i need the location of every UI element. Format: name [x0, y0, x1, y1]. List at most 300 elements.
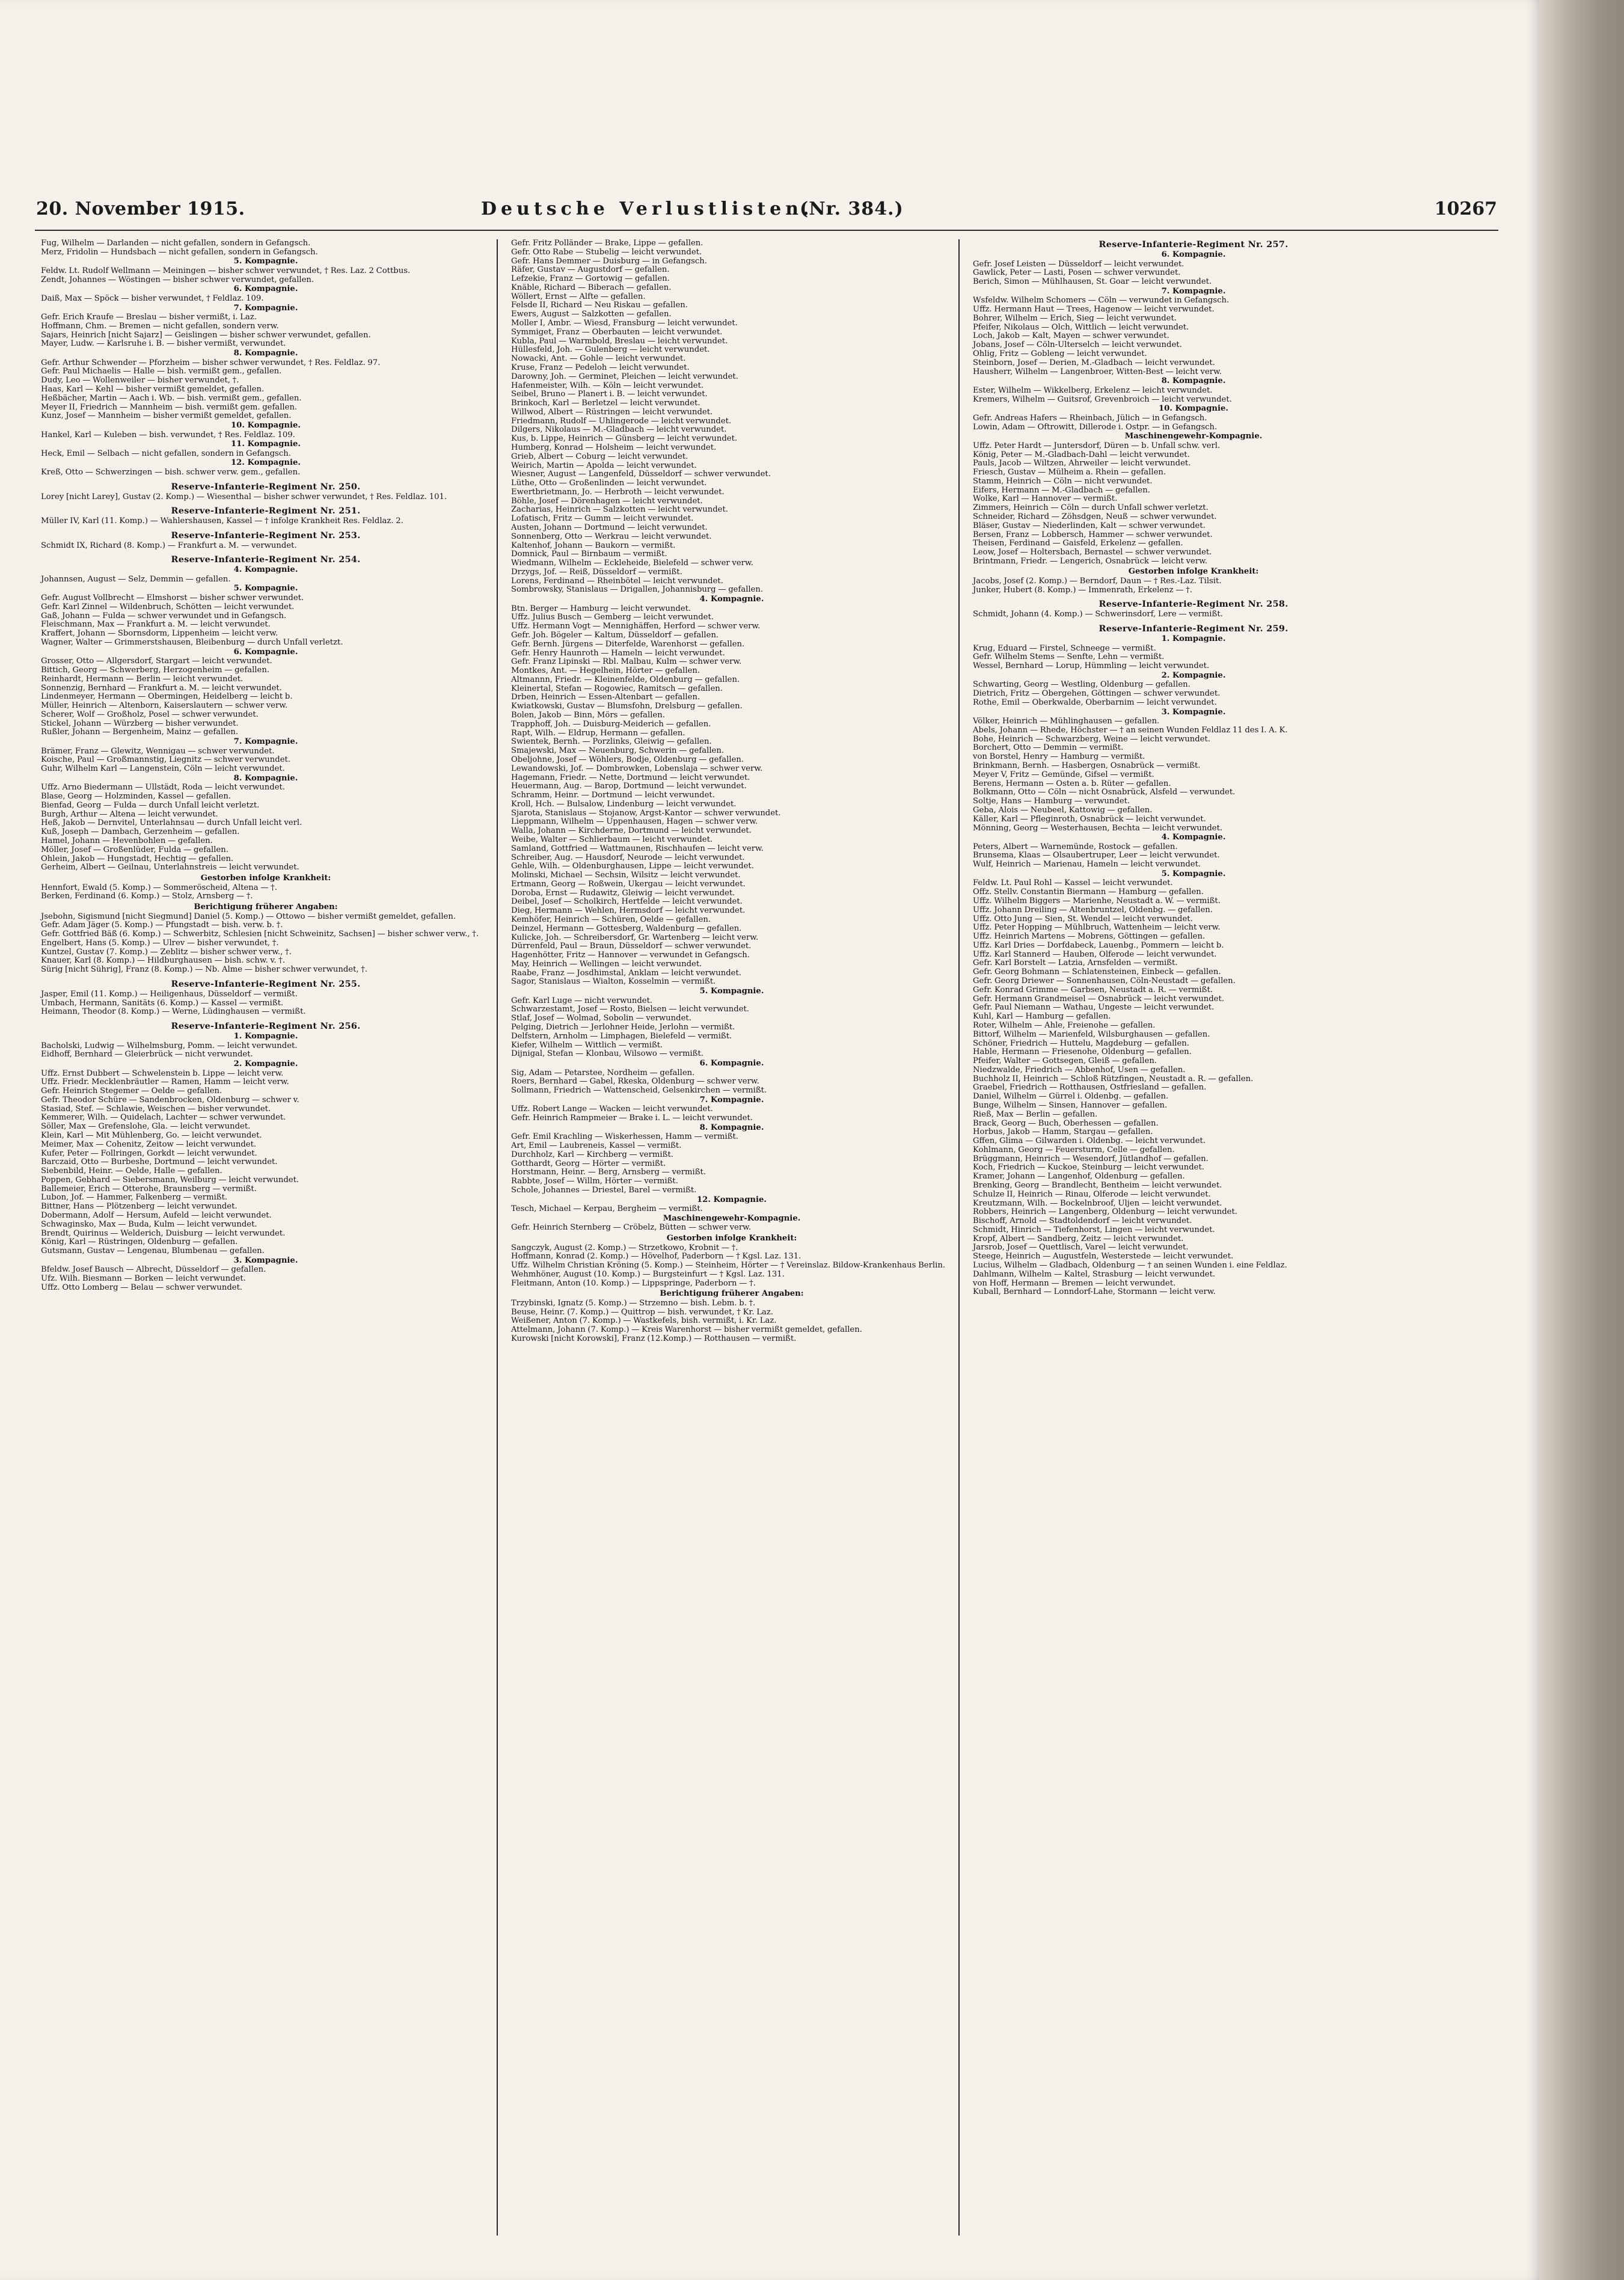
casualty-entry: Kuntzel, Gustav (7. Komp.) — Zeblitz — bisher schwer verw., †.	[41, 947, 292, 957]
casualty-entry: Kleinertal, Stefan — Rogowiec, Ramitsch — gefallen.	[511, 684, 723, 693]
casualty-entry: Gawlick, Peter — Lasti, Posen — schwer verwundet.	[973, 268, 1181, 278]
casualty-entry: Beuse, Heinr. (7. Komp.) — Quittrop — bish. verwundet, † Kr. Laz.	[511, 1307, 773, 1317]
casualty-entry: Btn. Berger — Hamburg — leicht verwundet.	[511, 604, 691, 613]
casualty-entry: Stasiad, Stef. — Schlawie, Weischen — bisher verwundet.	[41, 1104, 271, 1114]
casualty-entry: Kemhöfer, Heinrich — Schüren, Oelde — gefallen.	[511, 915, 711, 924]
casualty-entry: Weirich, Martin — Apolda — leicht verwundet.	[511, 461, 697, 470]
casualty-entry: Uffz. Karl Stannerd — Hauben, Olferode — leicht verwundet.	[973, 949, 1217, 959]
casualty-entry: Drben, Heinrich — Essen-Altenbart — gefallen.	[511, 693, 700, 702]
company-heading: 4. Kompagnie.	[699, 595, 764, 604]
casualty-entry: Gefr. Andreas Hafers — Rheinbach, Jülich — in Gefangsch.	[973, 413, 1207, 423]
company-heading: 3. Kompagnie.	[233, 1255, 298, 1265]
casualty-entry: Steinborn, Josef — Derien, M.-Gladbach — leicht verwundet.	[973, 358, 1215, 367]
casualty-entry: Dobermann, Adolf — Hersum, Aufeld — leicht verwundet.	[41, 1211, 272, 1221]
casualty-entry: Völker, Heinrich — Mühlinghausen — gefallen.	[973, 717, 1160, 726]
casualty-entry: Uffz. Hermann Vogt — Mennighäffen, Herford — schwer verw.	[511, 622, 761, 631]
company-heading: 6. Kompagnie.	[1161, 250, 1226, 259]
header-page-number: 10267	[1434, 198, 1497, 219]
company-heading: 1. Kompagnie.	[1161, 634, 1226, 644]
casualty-entry: Stickel, Johann — Würzberg — bisher verwundet.	[41, 719, 239, 728]
casualty-entry: Seibel, Bruno — Planert i. B. — leicht verwundet.	[511, 390, 708, 399]
casualty-entry: Scherer, Wolf — Großholz, Posel — schwer verwundet.	[41, 709, 259, 719]
casualty-entry: Gefr. Henry Haunroth — Hameln — leicht verwundet.	[511, 648, 725, 658]
casualty-entry: Gefr. Heinrich Sternberg — Cröbelz, Bütten — schwer verw.	[511, 1223, 752, 1233]
casualty-entry: Attelmann, Johann (7. Komp.) — Kreis Warenhorst — bisher vermißt gemeldet, gefallen.	[511, 1325, 862, 1335]
casualty-entry: Gefr. Erich Kraufe — Breslau — bisher vermißt, i. Laz.	[41, 313, 257, 322]
casualty-entry: Wessel, Bernhard — Lorup, Hümmling — leicht verwundet.	[973, 661, 1210, 671]
casualty-entry: Zimmers, Heinrich — Cöln — durch Unfall schwer verletzt.	[973, 503, 1209, 513]
casualty-entry: Nowacki, Ant. — Gohle — leicht verwundet.	[511, 354, 686, 364]
casualty-entry: Klein, Karl — Mit Mühlenberg, Go. — leicht verwundet.	[41, 1131, 262, 1140]
company-heading: 7. Kompagnie.	[1161, 286, 1226, 296]
casualty-entry: Fug, Wilhelm — Darlanden — nicht gefallen, sondern in Gefangsch.	[41, 239, 311, 248]
casualty-entry: Horbus, Jakob — Hamm, Stargau — gefallen.	[973, 1127, 1153, 1137]
regiment-heading: Reserve-Infanterie-Regiment Nr. 251.	[171, 506, 361, 516]
company-heading: 3. Kompagnie.	[1161, 707, 1226, 717]
casualty-entry: Roter, Wilhelm — Ahle, Freienohe — gefallen.	[973, 1020, 1156, 1030]
casualty-entry: Borchert, Otto — Demmin — vermißt.	[973, 743, 1124, 753]
casualty-entry: Bacholski, Ludwig — Wilhelmsburg, Pomm. — leicht verwundet.	[41, 1041, 298, 1050]
casualty-entry: Fleitmann, Anton (10. Komp.) — Lippspringe, Paderborn — †.	[511, 1278, 756, 1288]
casualty-entry: Stlaf, Josef — Wolmad, Sobolin — verwundet.	[511, 1014, 691, 1023]
casualty-entry: Brämer, Franz — Glewitz, Wennigau — schwer verwundet.	[41, 746, 275, 756]
casualty-entry: Steege, Heinrich — Augustfeln, Westerstede — leicht verwundet.	[973, 1252, 1234, 1261]
casualty-entry: Siebenbild, Heinr. — Oelde, Halle — gefallen.	[41, 1166, 222, 1176]
page-edge-shadow	[1539, 0, 1624, 2280]
company-heading: 8. Kompagnie.	[233, 773, 298, 783]
casualty-entry: Deibel, Josef — Scholkirch, Hertfelde — leicht verwundet.	[511, 897, 743, 907]
casualty-entry: Bfeldw. Josef Bausch — Albrecht, Düsseldorf — gefallen.	[41, 1265, 266, 1275]
company-heading: 10. Kompagnie.	[230, 420, 301, 430]
casualty-entry: Uffz. Peter Hardt — Juntersdorf, Düren — b. Unfall schw. verl.	[973, 441, 1221, 450]
casualty-entry: Hausherr, Wilhelm — Langenbroer, Witten-Best — leicht verw.	[973, 367, 1222, 376]
casualty-entry: Delfstern, Arnholm — Limphagen, Bielefeld — vermißt.	[511, 1031, 732, 1041]
casualty-entry: Knäble, Richard — Biberach — gefallen.	[511, 283, 672, 292]
casualty-entry: Gffen, Glima — Gilwarden i. Oldenbg. — leicht verwundet.	[973, 1136, 1206, 1146]
casualty-entry: Tesch, Michael — Kerpau, Bergheim — vermißt.	[511, 1204, 703, 1214]
casualty-entry: Lorens, Ferdinand — Rheinbötel — leicht verwundet.	[511, 576, 723, 586]
casualty-entry: Pauls, Jacob — Wiltzen, Ahrweiler — leicht verwundet.	[973, 459, 1191, 468]
casualty-entry: Lofatisch, Fritz — Gumm — leicht verwundet.	[511, 514, 694, 524]
casualty-entry: Uffz. Karl Dries — Dorfdabeck, Lauenbg., Pommern — leicht b.	[973, 940, 1224, 950]
casualty-entry: Uffz. Otto Jung — Sien, St. Wendel — leicht verwundet.	[973, 914, 1193, 924]
casualty-entry: Fleischmann, Max — Frankfurt a. M. — leicht verwundet.	[41, 620, 271, 630]
casualty-entry: Gefr. Georg Bohmann — Schlatensteinen, Einbeck — gefallen.	[973, 967, 1221, 977]
casualty-entry: Wsfeldw. Wilhelm Schomers — Cöln — verwundet in Gefangsch.	[973, 296, 1230, 305]
casualty-entry: Bittorf, Wilhelm — Marienfeld, Wilsburghausen — gefallen.	[973, 1029, 1210, 1039]
casualty-entry: Sombrowsky, Stanislaus — Drigallen, Johannisburg — gefallen.	[511, 585, 764, 595]
header-rule	[35, 230, 1498, 231]
casualty-entry: Willwod, Albert — Rüstringen — leicht verwundet.	[511, 407, 713, 417]
casualty-entry: Doroba, Ernst — Rudawitz, Gleiwig — leicht verwundet.	[511, 888, 735, 898]
company-heading: 6. Kompagnie.	[233, 647, 298, 657]
company-heading: 12. Kompagnie.	[230, 458, 301, 468]
casualty-entry: König, Karl — Rüstringen, Oldenburg — gefallen.	[41, 1237, 238, 1247]
section-note: Gestorben infolge Krankheit:	[666, 1233, 797, 1243]
casualty-entry: Böhle, Josef — Dörenhagen — leicht verwundet.	[511, 496, 703, 506]
casualty-entry: Dahlmann, Wilhelm — Kaltel, Strasburg — leicht verwundet.	[973, 1269, 1216, 1279]
casualty-entry: Müller IV, Karl (11. Komp.) — Wahlershausen, Kassel — † infolge Krankheit Res. Feldlaz. 2.	[41, 516, 403, 526]
casualty-entry: Uffz. Robert Lange — Wacken — leicht verwundet.	[511, 1105, 713, 1114]
casualty-entry: Loch, Jakob — Kalt, Mayen — schwer verwundet.	[973, 331, 1169, 341]
casualty-entry: Jasper, Emil (11. Komp.) — Heiligenhaus, Düsseldorf — vermißt.	[41, 989, 298, 999]
casualty-entry: Sangczyk, August (2. Komp.) — Strzetkowo, Krobnit — †.	[511, 1243, 738, 1252]
casualty-entry: Offz. Stellv. Constantin Biermann — Hamburg — gefallen.	[973, 887, 1204, 897]
casualty-entry: Austen, Johann — Dortmund — leicht verwundet.	[511, 523, 708, 532]
casualty-entry: Dietrich, Fritz — Obergehen, Göttingen — schwer verwundet.	[973, 689, 1221, 699]
casualty-entry: Brinkmann, Bernh. — Hasbergen, Osnabrück — vermißt.	[973, 761, 1201, 771]
company-heading: 7. Kompagnie.	[233, 303, 298, 313]
casualty-entry: Hagemann, Friedr. — Nette, Dortmund — leicht verwundet.	[511, 773, 750, 782]
company-heading: 1. Kompagnie.	[233, 1031, 298, 1041]
casualty-entry: Bolkmann, Otto — Cöln — nicht Osnabrück, Alsfeld — verwundet.	[973, 788, 1236, 797]
text-columns	[35, 239, 1498, 2236]
casualty-entry: Meyer II, Friedrich — Mannheim — bish. vermißt gem. gefallen.	[41, 402, 298, 412]
casualty-entry: Rabbte, Josef — Willm, Hörter — vermißt.	[511, 1177, 678, 1186]
casualty-entry: Gefr. Heinrich Rampmeier — Brake i. L. — leicht verwundet.	[511, 1114, 753, 1123]
casualty-entry: Gutsmann, Gustav — Lengenau, Blumbenau — gefallen.	[41, 1246, 265, 1256]
company-heading: 5. Kompagnie.	[233, 584, 298, 593]
casualty-entry: Gefr. Hermann Grandmeisel — Osnabrück — leicht verwundet.	[973, 994, 1224, 1004]
casualty-entry: Burgh, Arthur — Altena — leicht verwundet.	[41, 809, 218, 819]
casualty-entry: Müller, Heinrich — Altenborn, Kaiserslautern — schwer verw.	[41, 701, 288, 711]
casualty-entry: Feldw. Lt. Rudolf Wellmann — Meiningen — bisher schwer verwundet, † Res. Laz. 2 Cottbus.	[41, 266, 411, 275]
casualty-entry: Darowny, Joh. — Germinet, Pleichen — leicht verwundet.	[511, 372, 738, 381]
section-note: Berichtigung früherer Angaben:	[194, 902, 338, 912]
casualty-entry: Graebel, Friedrich — Rotthausen, Ostfriesland — gefallen.	[973, 1083, 1207, 1092]
casualty-entry: Lowin, Adam — Oftrowitt, Dillerode i. Ostpr. — in Gefangsch.	[973, 422, 1218, 432]
casualty-entry: Kunz, Josef — Mannheim — bisher vermißt gemeldet, gefallen.	[41, 411, 292, 421]
casualty-entry: Heß, Jakob — Dernvitel, Unterlahnsau — durch Unfall leicht verl.	[41, 818, 302, 828]
casualty-entry: Jarsrob, Josef — Quettlisch, Varel — leicht verwundet.	[973, 1243, 1189, 1252]
casualty-entry: Lindenmeyer, Hermann — Obermingen, Heidelberg — leicht b.	[41, 692, 293, 702]
casualty-entry: Theisen, Ferdinand — Gaisfeld, Erkelenz — gefallen.	[973, 539, 1183, 548]
casualty-entry: Walla, Johann — Kirchderne, Dortmund — leicht verwundet.	[511, 826, 752, 836]
casualty-entry: Grosser, Otto — Allgersdorf, Stargart — leicht verwundet.	[41, 657, 272, 666]
casualty-entry: Gefr. Karl Borstelt — Latzia, Arnsfelden — vermißt.	[973, 958, 1178, 968]
casualty-entry: Wöllert, Ernst — Alfte — gefallen.	[511, 292, 646, 301]
casualty-entry: Schmidt, Johann (4. Komp.) — Schwerinsdorf, Lere — vermißt.	[973, 610, 1223, 619]
casualty-entry: Kreß, Otto — Schwerzingen — bish. schwer verw. gem., gefallen.	[41, 467, 301, 477]
casualty-entry: Peters, Albert — Warnemünde, Rostock — gefallen.	[973, 842, 1178, 851]
casualty-entry: Gefr. Heinrich Stegemer — Oelde — gefallen.	[41, 1086, 222, 1096]
casualty-entry: Guhr, Wilhelm Karl — Langenstein, Cöln — leicht verwundet.	[41, 764, 285, 774]
company-heading: 7. Kompagnie.	[699, 1095, 764, 1105]
casualty-entry: Felsde II, Richard — Neu Riskau — gefallen.	[511, 301, 688, 310]
casualty-entry: Robbers, Heinrich — Langenberg, Oldenburg — leicht verwundet.	[973, 1207, 1237, 1217]
casualty-entry: Bersen, Franz — Lobbersch, Hammer — schwer verwundet.	[973, 530, 1213, 539]
casualty-entry: May, Heinrich — Wellingen — leicht verwundet.	[511, 959, 702, 969]
casualty-entry: Pfeifer, Nikolaus — Olch, Wittlich — leicht verwundet.	[973, 322, 1189, 332]
casualty-entry: Art, Emil — Laubreneis, Kassel — vermißt.	[511, 1141, 682, 1151]
casualty-entry: Uffz. Arno Biedermann — Ullstädt, Roda — leicht verwundet.	[41, 783, 285, 792]
casualty-entry: Hagenhötter, Fritz — Hannover — verwundet in Gefangsch.	[511, 951, 750, 960]
casualty-entry: Kraffert, Johann — Sbornsdorm, Lippenheim — leicht verw.	[41, 629, 278, 639]
casualty-entry: Uffz. Wilhelm Biggers — Marienhe, Neustadt a. W. — vermißt.	[973, 896, 1221, 906]
casualty-entry: Eifers, Hermann — M.-Gladbach — gefallen.	[973, 485, 1150, 495]
section-note: Gestorben infolge Krankheit:	[200, 873, 331, 883]
casualty-entry: Hafenmeister, Wilh. — Köln — leicht verwundet.	[511, 381, 704, 390]
regiment-heading: Reserve-Infanterie-Regiment Nr. 253.	[171, 530, 361, 541]
casualty-entry: Gefr. Otto Rabe — Stubelig — leicht verwundet.	[511, 247, 702, 257]
casualty-entry: Soltje, Hans — Hamburg — verwundet.	[973, 797, 1130, 806]
casualty-entry: Merz, Fridolin — Hundsbach — nicht gefallen, sondern in Gefangsch.	[41, 247, 318, 257]
company-heading: 6. Kompagnie.	[233, 284, 298, 294]
company-heading: 2. Kompagnie.	[233, 1059, 298, 1068]
casualty-entry: Gehle, Wilh. — Oldenburghausen, Lippe — leicht verwundet.	[511, 862, 754, 871]
casualty-entry: Wiedmann, Wilhelm — Eckleheide, Bielefeld — schwer verw.	[511, 559, 753, 568]
casualty-entry: Montkes, Ant. — Hegelhein, Hörter — gefallen.	[511, 666, 700, 676]
casualty-entry: Bohrer, Wilhelm — Erich, Sieg — leicht verwundet.	[973, 313, 1177, 323]
casualty-entry: Jsebohn, Sigismund [nicht Siegmund] Daniel (5. Komp.) — Ottowo — bisher vermißt gemeldet, gefallen.	[41, 912, 456, 921]
casualty-entry: Wehmhöner, August (10. Komp.) — Burgsteinfurt — † Kgsl. Laz. 131.	[511, 1269, 785, 1279]
casualty-entry: Haas, Karl — Kehl — bisher vermißt gemeldet, gefallen.	[41, 385, 265, 394]
casualty-entry: Schulze II, Heinrich — Rinau, Olferode — leicht verwundet.	[973, 1189, 1211, 1199]
casualty-entry: Ohlein, Jakob — Hungstadt, Hechtig — gefallen.	[41, 854, 234, 863]
casualty-entry: Smajewski, Max — Neuenburg, Schwerin — gefallen.	[511, 746, 725, 756]
casualty-entry: Gefr. Hans Demmer — Duisburg — in Gefangsch.	[511, 256, 707, 266]
casualty-entry: Gefr. Franz Lipinski — Rbl. Malbau, Kulm — schwer verw.	[511, 657, 742, 667]
casualty-entry: Schmidt, Hinrich — Tiefenhorst, Lingen — leicht verwundet.	[973, 1225, 1215, 1234]
casualty-entry: Eidhoff, Bernhard — Gleierbrück — nicht verwundet.	[41, 1050, 253, 1059]
casualty-entry: Ballemeier, Erich — Otterohe, Braunsberg — vermißt.	[41, 1184, 257, 1194]
company-heading: 12. Kompagnie.	[696, 1195, 767, 1204]
casualty-entry: Gefr. Konrad Grimme — Garbsen, Neustadt a. R. — vermißt.	[973, 985, 1213, 994]
header-title: Deutsche Verlustlisten.	[481, 198, 814, 219]
casualty-entry: Friesch, Gustav — Mülheim a. Rhein — gefallen.	[973, 468, 1166, 477]
casualty-entry: Bunge, Wilhelm — Sinsen, Hannover — gefallen.	[973, 1100, 1168, 1110]
casualty-entry: Dudy, Leo — Wollenweiler — bisher verwundet, †.	[41, 376, 239, 385]
section-note: Gestorben infolge Krankheit:	[1128, 567, 1259, 577]
casualty-entry: Hüllesfeld, Joh. — Gulenberg — leicht verwundet.	[511, 345, 710, 355]
casualty-entry: Kiefer, Wilhelm — Wittlich — vermißt.	[511, 1040, 663, 1050]
casualty-entry: Hoffmann, Chm. — Bremen — nicht gefallen, sondern verw.	[41, 321, 279, 331]
casualty-entry: Pfeifer, Walter — Gottsegen, Gleiß — gefallen.	[973, 1056, 1157, 1066]
casualty-entry: Schramm, Heinr. — Dortmund — leicht verwundet.	[511, 791, 715, 800]
casualty-entry: Trzybinski, Ignatz (5. Komp.) — Strzemno — bish. Lebm. b. †.	[511, 1298, 756, 1308]
casualty-entry: Brüggmann, Heinrich — Wesendorf, Jütlandhof — gefallen.	[973, 1154, 1209, 1163]
casualty-entry: Molinski, Michael — Sechsin, Wilsitz — leicht verwundet.	[511, 871, 741, 880]
casualty-entry: Geba, Alois — Neubeel, Kattowig — gefallen.	[973, 805, 1153, 815]
casualty-entry: Koch, Friedrich — Kuckoe, Steinburg — leicht verwundet.	[973, 1163, 1204, 1172]
casualty-entry: Gefr. Fritz Polländer — Brake, Lippe — gefallen.	[511, 239, 703, 248]
company-heading: 10. Kompagnie.	[1158, 404, 1229, 414]
casualty-entry: Schöner, Friedrich — Huttelu, Magdeburg — gefallen.	[973, 1038, 1189, 1048]
casualty-entry: Gefr. Josef Leisten — Düsseldorf — leicht verwundet.	[973, 259, 1184, 269]
casualty-entry: Durchholz, Karl — Kirchberg — vermißt.	[511, 1150, 673, 1159]
casualty-entry: Uffz. Ernst Dubbert — Schwelenstein b. Lippe — leicht verw.	[41, 1068, 284, 1078]
casualty-entry: Möller, Josef — Großenlüder, Fulda — gefallen.	[41, 845, 228, 854]
casualty-entry: Kwiatkowski, Gustav — Blumsfohn, Drelsburg — gefallen.	[511, 702, 743, 711]
casualty-entry: Bienfad, Georg — Fulda — durch Unfall leicht verletzt.	[41, 800, 260, 810]
casualty-entry: Kemmerer, Wilh. — Quidelach, Lachter — schwer verwundet.	[41, 1113, 286, 1123]
casualty-entry: Ufz. Wilh. Biesmann — Borken — leicht verwundet.	[41, 1274, 246, 1284]
casualty-entry: Uffz. Heinrich Martens — Mobrens, Göttingen — gefallen.	[973, 932, 1206, 942]
casualty-entry: Wagner, Walter — Grimmerstshausen, Bleibenburg — durch Unfall verletzt.	[41, 637, 343, 647]
casualty-entry: Kuhl, Karl — Hamburg — gefallen.	[973, 1012, 1111, 1022]
casualty-entry: Ewers, August — Salzkotten — gefallen.	[511, 310, 672, 319]
casualty-entry: Gerheim, Albert — Geilnau, Unterlahnstreis — leicht verwundet.	[41, 863, 299, 872]
casualty-entry: Lüthe, Otto — Großenlinden — leicht verwundet.	[511, 479, 707, 488]
casualty-entry: Hoffmann, Konrad (2. Komp.) — Hövelhof, Paderborn — † Kgsl. Laz. 131.	[511, 1252, 801, 1261]
casualty-entry: Heßbächer, Martin — Aach i. Wb. — bish. vermißt gem., gefallen.	[41, 393, 302, 403]
casualty-entry: Schole, Johannes — Driestel, Barel — vermißt.	[511, 1185, 697, 1195]
casualty-entry: Kurowski [nicht Korowski], Franz (12.Komp.) — Rotthausen — vermißt.	[511, 1334, 797, 1343]
casualty-entry: Gefr. Theodor Schüre — Sandenbrocken, Oldenburg — schwer v.	[41, 1095, 299, 1105]
casualty-entry: Obeljohne, Josef — Wöhlers, Bodje, Oldenburg — gefallen.	[511, 755, 744, 764]
casualty-entry: Heck, Emil — Selbach — nicht gefallen, sondern in Gefangsch.	[41, 449, 291, 458]
casualty-entry: Kroll, Hch. — Bulsalow, Lindenburg — leicht verwundet.	[511, 799, 737, 809]
casualty-entry: Mönning, Georg — Westerhausen, Bechta — leicht verwundet.	[973, 823, 1223, 833]
casualty-entry: König, Peter — M.-Gladbach-Dahl — leicht verwundet.	[973, 450, 1190, 459]
casualty-entry: Ertmann, Georg — Roßwein, Ukergau — leicht verwundet.	[511, 879, 746, 889]
casualty-entry: Wulf, Heinrich — Marienau, Hameln — leicht verwundet.	[973, 860, 1201, 869]
casualty-entry: Poppen, Gebhard — Siebersmann, Weilburg — leicht verwundet.	[41, 1175, 299, 1184]
casualty-entry: Mayer, Ludw. — Karlsruhe i. B. — bisher vermißt, verwundet.	[41, 339, 286, 349]
casualty-entry: Domnick, Paul — Birnbaum — vermißt.	[511, 550, 667, 559]
casualty-entry: Gefr. Joh. Bögeler — Kaltum, Düsseldorf — gefallen.	[511, 631, 719, 640]
casualty-entry: Brunsema, Klaas — Olsaubertruper, Leer — leicht verwundet.	[973, 851, 1220, 860]
casualty-entry: Kufer, Peter — Follringen, Gorkdt — leicht verwundet.	[41, 1148, 257, 1158]
casualty-entry: Swientek, Bernh. — Porzlinks, Gleiwig — gefallen.	[511, 737, 712, 747]
casualty-entry: Umbach, Hermann, Sanitäts (6. Komp.) — Kassel — vermißt.	[41, 998, 284, 1008]
casualty-entry: Uffz. Otto Lomberg — Belau — schwer verwundet.	[41, 1282, 243, 1292]
company-heading: 5. Kompagnie.	[233, 257, 298, 266]
casualty-entry: Altmannn, Friedr. — Kleinenfelde, Oldenburg — gefallen.	[511, 675, 740, 684]
casualty-entry: Schwarzestamt, Josef — Rosto, Bielsen — leicht verwundet.	[511, 1005, 749, 1014]
casualty-entry: Engelbert, Hans (5. Komp.) — Ulrev — bisher verwundet, †.	[41, 938, 279, 948]
casualty-entry: Gefr. August Vollbrecht — Elmshorst — bisher schwer verwundet.	[41, 593, 304, 603]
section-note: Berichtigung früherer Angaben:	[660, 1289, 804, 1299]
casualty-entry: Humberg, Konrad — Holsheim — leicht verwundet.	[511, 443, 717, 452]
casualty-entry: Schwarting, Georg — Westling, Oldenburg — gefallen.	[973, 680, 1190, 690]
company-heading: 4. Kompagnie.	[233, 565, 298, 575]
casualty-entry: Moller I, Ambr. — Wiesd, Fransburg — leicht verwundet.	[511, 319, 738, 328]
company-heading: 4. Kompagnie.	[1161, 833, 1226, 842]
casualty-entry: Dilgers, Nikolaus — M.-Gladbach — leicht verwundet.	[511, 425, 727, 435]
casualty-entry: Kus, b. Lippe, Heinrich — Günsberg — leicht verwundet.	[511, 434, 738, 444]
casualty-entry: Ohlig, Fritz — Gobleng — leicht verwundet.	[973, 349, 1147, 359]
casualty-entry: Uffz. Hermann Haut — Trees, Hagenow — leicht verwundet.	[973, 305, 1215, 314]
casualty-entry: Zendt, Johannes — Wöstingen — bisher schwer verwundet, gefallen.	[41, 275, 314, 284]
casualty-entry: Sig, Adam — Petarstee, Nordheim — gefallen.	[511, 1068, 695, 1077]
casualty-entry: Johannsen, August — Selz, Demmin — gefallen.	[41, 574, 231, 584]
casualty-entry: Brinkoch, Karl — Berletzel — leicht verwundet.	[511, 399, 700, 408]
casualty-entry: Brintmann, Friedr. — Lengerich, Osnabrück — leicht verw.	[973, 556, 1208, 566]
casualty-entry: Hennfort, Ewald (5. Komp.) — Sommeröscheid, Altena — †.	[41, 883, 278, 892]
casualty-entry: Wiesner, August — Langenfeld, Düsseldorf — schwer verwundet.	[511, 470, 771, 479]
casualty-entry: Feldw. Lt. Paul Rohl — Kassel — leicht verwundet.	[973, 878, 1173, 888]
casualty-entry: Heimann, Theodor (8. Komp.) — Werne, Lüdinghausen — vermißt.	[41, 1007, 306, 1017]
casualty-entry: Blase, Georg — Holzminden, Kassel — gefallen.	[41, 792, 231, 801]
regiment-heading: Reserve-Infanterie-Regiment Nr. 254.	[171, 554, 361, 565]
casualty-entry: Daiß, Max — Spöck — bisher verwundet, † Feldlaz. 109.	[41, 293, 264, 303]
casualty-entry: Abels, Johann — Rhede, Höchster — † an seinen Wunden Feldlaz 11 des I. A. K.	[973, 725, 1288, 735]
casualty-entry: Stamm, Heinrich — Cöln — nicht verwundet.	[973, 476, 1153, 486]
casualty-entry: Schwaginsko, Max — Buda, Kulm — leicht verwundet.	[41, 1219, 257, 1229]
company-heading: 6. Kompagnie.	[699, 1058, 764, 1068]
casualty-entry: Friedmann, Rudolf — Uhlingerode — leicht verwundet.	[511, 416, 732, 426]
casualty-entry: Kruse, Franz — Pedeloh — leicht verwundet.	[511, 363, 690, 372]
casualty-entry: Bittner, Hans — Plötzenberg — leicht verwundet.	[41, 1202, 237, 1212]
casualty-entry: von Borstel, Henry — Hamburg — vermißt.	[973, 752, 1145, 762]
casualty-entry: Reinhardt, Hermann — Berlin — leicht verwundet.	[41, 674, 244, 684]
casualty-entry: Meimer, Max — Cohenitz, Zeitow — leicht verwundet.	[41, 1139, 257, 1149]
casualty-entry: Gefr. Karl Zinnel — Wildenbruch, Schötten — leicht verwundet.	[41, 602, 295, 611]
casualty-entry: Pelging, Dietrich — Jerlohner Heide, Jerlohn — vermißt.	[511, 1023, 735, 1032]
casualty-entry: Niedzwalde, Friedrich — Abbenhof, Usen — gefallen.	[973, 1065, 1186, 1074]
casualty-entry: Schreiber, Aug. — Hausdorf, Neurode — leicht verwundet.	[511, 853, 745, 862]
casualty-entry: Weibe, Walter — Schlierbaum — leicht verwundet.	[511, 835, 713, 844]
company-heading: 11. Kompagnie.	[230, 440, 301, 449]
casualty-entry: Ewertbrietmann, Jo. — Herbroth — leicht verwundet.	[511, 487, 725, 497]
casualty-entry: Berens, Hermann — Osten a. b. Rüter — gefallen.	[973, 779, 1171, 788]
casualty-entry: Koische, Paul — Großmannstig, Liegnitz — schwer verwundet.	[41, 755, 291, 765]
casualty-entry: Berken, Ferdinand (6. Komp.) — Stolz, Arnsberg — †.	[41, 892, 253, 901]
casualty-entry: Gaß, Johann — Fulda — schwer verwundet und in Gefangsch.	[41, 611, 287, 621]
casualty-entry: Gefr. Gottfried Bäß (6. Komp.) — Schwerbitz, Schlesien [nicht Schweinitz, Sachsen] — bisher schwer verw., †.	[41, 930, 479, 939]
regiment-heading: Reserve-Infanterie-Regiment Nr. 259.	[1098, 624, 1288, 634]
casualty-entry: Gefr. Bernh. Jürgens — Diterfelde, Warenhorst — gefallen.	[511, 639, 745, 649]
casualty-entry: Ester, Wilhelm — Wikkelberg, Erkelenz — leicht verwundet.	[973, 385, 1213, 395]
casualty-entry: Bohe, Heinrich — Schwarzberg, Weine — leicht verwundet.	[973, 734, 1211, 744]
casualty-entry: Raabe, Franz — Josdhimstal, Anklam — leicht verwundet.	[511, 968, 741, 978]
casualty-entry: Sürig [nicht Sührig], Franz (8. Komp.) — Nb. Alme — bisher schwer verwundet, †.	[41, 965, 368, 975]
casualty-entry: Berich, Simon — Mühlhausen, St. Goar — leicht verwundet.	[973, 277, 1212, 287]
casualty-entry: Uffz. Wilhelm Christian Kröning (5. Komp.) — Steinheim, Hörter — † Vereinslaz. Bildow-Krankenhaus Berlin.	[511, 1261, 946, 1270]
casualty-entry: Gefr. Emil Krachling — Wiskerhessen, Hamm — vermißt.	[511, 1132, 739, 1142]
column-1	[35, 239, 497, 2236]
casualty-entry: Gotthardt, Georg — Hörter — vermißt.	[511, 1159, 666, 1168]
casualty-entry: Räfer, Gustav — Augustdorf — gefallen.	[511, 265, 670, 275]
company-heading: 2. Kompagnie.	[1161, 670, 1226, 680]
casualty-entry: Deinzel, Hermann — Gottesberg, Waldenburg — gefallen.	[511, 924, 742, 933]
casualty-entry: Leow, Josef — Holtersbach, Bernastel — schwer verwundet.	[973, 548, 1212, 557]
casualty-entry: Lorey [nicht Larey], Gustav (2. Komp.) — Wiesenthal — bisher schwer verwundet, † Res. Feldlaz. 101.	[41, 492, 447, 501]
casualty-entry: Uffz. Peter Hopping — Mühlbruch, Wattenheim — leicht verw.	[973, 923, 1221, 933]
casualty-entry: Hamel, Johann — Hevenbohlen — gefallen.	[41, 836, 213, 846]
casualty-entry: Hankel, Karl — Kuleben — bish. verwundet, † Res. Feldlaz. 109.	[41, 430, 295, 440]
casualty-entry: Sagor, Stanislaus — Wialton, Kosselmin — vermißt.	[511, 977, 716, 987]
casualty-entry: Lucius, Wilhelm — Gladbach, Oldenburg — † an seinen Wunden i. eine Feldlaz.	[973, 1261, 1287, 1270]
casualty-entry: Kremers, Wilhelm — Guitsrof, Grevenbroich — leicht verwundet.	[973, 394, 1232, 404]
company-heading: Maschinengewehr-Kompagnie.	[1124, 432, 1263, 441]
casualty-entry: Bittich, Georg — Schwerberg, Herzogenheim — gefallen.	[41, 665, 270, 675]
casualty-entry: Daniel, Wilhelm — Gürrel i. Oldenbg. — gefallen.	[973, 1092, 1169, 1102]
company-heading: 8. Kompagnie.	[1161, 376, 1226, 386]
casualty-entry: Kropf, Albert — Sandberg, Zeitz — leicht verwundet.	[973, 1234, 1184, 1243]
casualty-entry: Käller, Karl — Pfleginroth, Osnabrück — leicht verwundet.	[973, 814, 1206, 824]
casualty-entry: Heuermann, Aug. — Barop, Dortmund — leicht verwundet.	[511, 782, 747, 791]
casualty-entry: Jacobs, Josef (2. Komp.) — Berndorf, Daun — † Res.-Laz. Tilsit.	[973, 577, 1222, 586]
header-date: 20. November 1915.	[36, 198, 245, 219]
casualty-entry: Horstmann, Heinr. — Berg, Arnsberg — vermißt.	[511, 1168, 706, 1177]
casualty-entry: Rieß, Max — Berlin — gefallen.	[973, 1109, 1098, 1119]
casualty-entry: Dieg, Hermann — Wehlen, Hermsdorf — leicht verwundet.	[511, 906, 746, 916]
regiment-heading: Reserve-Infanterie-Regiment Nr. 255.	[171, 978, 361, 989]
casualty-entry: Gefr. Georg Driewer — Sonnenhausen, Cöln-Neustadt — gefallen.	[973, 976, 1236, 986]
casualty-entry: Lewandowski, Jof. — Dombrowken, Lobenslaja — schwer verw.	[511, 764, 763, 773]
casualty-entry: Bischoff, Arnold — Stadtoldendorf — leicht verwundet.	[973, 1216, 1192, 1226]
casualty-entry: Lefzekie, Franz — Gortowig — gefallen.	[511, 274, 670, 284]
company-heading: 5. Kompagnie.	[1161, 869, 1226, 878]
company-heading: Maschinengewehr-Kompagnie.	[663, 1213, 801, 1223]
casualty-entry: Gefr. Paul Michaelis — Halle — bish. vermißt gem., gefallen.	[41, 367, 282, 376]
regiment-heading: Reserve-Infanterie-Regiment Nr. 250.	[171, 481, 361, 492]
casualty-entry: Krug, Eduard — Firstel, Schneege — vermißt.	[973, 643, 1156, 653]
casualty-entry: Symmiget, Franz — Oberbauten — leicht verwundet.	[511, 327, 723, 337]
casualty-entry: Sonnenzig, Bernhard — Frankfurt a. M. — leicht verwundet.	[41, 683, 282, 693]
